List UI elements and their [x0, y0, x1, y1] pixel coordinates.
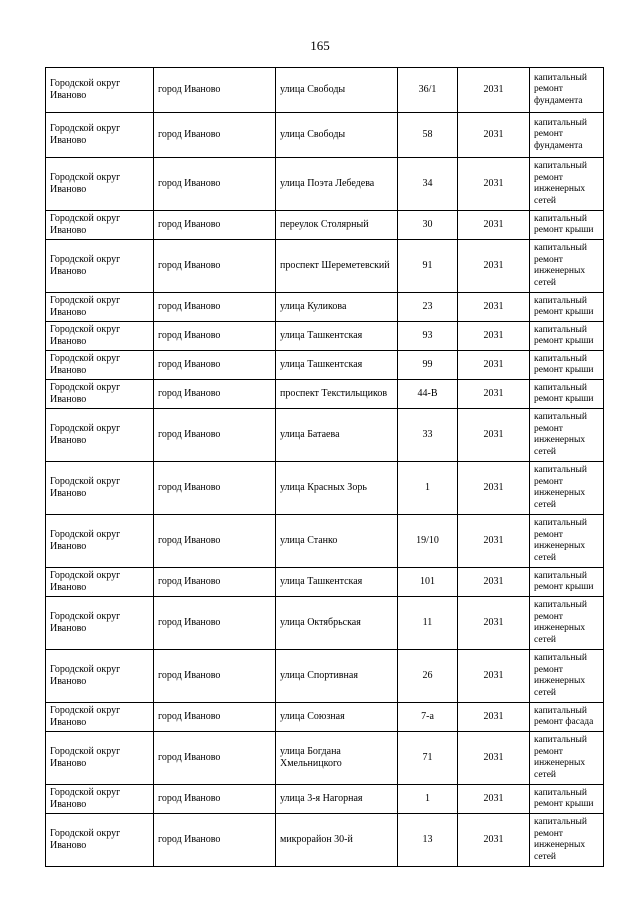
work-type-cell: капитальный ремонт инженерных сетей — [530, 240, 604, 293]
district-cell: Городской округ Иваново — [46, 732, 154, 785]
district-cell: Городской округ Иваново — [46, 293, 154, 322]
street-cell: улица Ташкентская — [276, 351, 398, 380]
work-type-cell: капитальный ремонт инженерных сетей — [530, 158, 604, 211]
table-row — [46, 158, 604, 211]
table-row — [46, 409, 604, 462]
table-row — [46, 211, 604, 240]
table-row — [46, 814, 604, 867]
house-number-cell: 19/10 — [398, 515, 458, 568]
table-row — [46, 597, 604, 650]
street-cell: улица Батаева — [276, 409, 398, 462]
district-cell: Городской округ Иваново — [46, 240, 154, 293]
work-type-cell: капитальный ремонт крыши — [530, 211, 604, 240]
year-cell: 2031 — [458, 409, 530, 462]
table-body — [46, 68, 604, 867]
city-cell: город Иваново — [154, 650, 276, 703]
house-number-cell: 36/1 — [398, 68, 458, 113]
house-number-cell: 7-а — [398, 703, 458, 732]
district-cell: Городской округ Иваново — [46, 322, 154, 351]
page-number: 165 — [310, 38, 330, 53]
house-number-cell: 1 — [398, 785, 458, 814]
district-cell: Городской округ Иваново — [46, 703, 154, 732]
city-cell: город Иваново — [154, 409, 276, 462]
year-cell: 2031 — [458, 597, 530, 650]
city-cell: город Иваново — [154, 703, 276, 732]
house-number-cell: 44-В — [398, 380, 458, 409]
capital-repair-table — [45, 67, 604, 867]
table-row — [46, 515, 604, 568]
district-cell: Городской округ Иваново — [46, 597, 154, 650]
work-type-cell: капитальный ремонт крыши — [530, 568, 604, 597]
year-cell: 2031 — [458, 785, 530, 814]
house-number-cell: 58 — [398, 113, 458, 158]
city-cell: город Иваново — [154, 380, 276, 409]
district-cell: Городской округ Иваново — [46, 158, 154, 211]
table-row — [46, 785, 604, 814]
table-row — [46, 568, 604, 597]
street-cell: улица Куликова — [276, 293, 398, 322]
work-type-cell: капитальный ремонт инженерных сетей — [530, 462, 604, 515]
year-cell: 2031 — [458, 732, 530, 785]
district-cell: Городской округ Иваново — [46, 113, 154, 158]
street-cell: улица Ташкентская — [276, 568, 398, 597]
city-cell: город Иваново — [154, 158, 276, 211]
work-type-cell: капитальный ремонт фундамента — [530, 113, 604, 158]
table-row — [46, 68, 604, 113]
work-type-cell: капитальный ремонт фасада — [530, 703, 604, 732]
work-type-cell: капитальный ремонт крыши — [530, 293, 604, 322]
house-number-cell: 99 — [398, 351, 458, 380]
work-type-cell: капитальный ремонт крыши — [530, 322, 604, 351]
house-number-cell: 34 — [398, 158, 458, 211]
work-type-cell: капитальный ремонт инженерных сетей — [530, 814, 604, 867]
table-row — [46, 240, 604, 293]
year-cell: 2031 — [458, 240, 530, 293]
district-cell: Городской округ Иваново — [46, 351, 154, 380]
city-cell: город Иваново — [154, 322, 276, 351]
street-cell: улица Ташкентская — [276, 322, 398, 351]
table-row — [46, 703, 604, 732]
city-cell: город Иваново — [154, 785, 276, 814]
district-cell: Городской округ Иваново — [46, 785, 154, 814]
house-number-cell: 93 — [398, 322, 458, 351]
district-cell: Городской округ Иваново — [46, 814, 154, 867]
house-number-cell: 101 — [398, 568, 458, 597]
district-cell: Городской округ Иваново — [46, 380, 154, 409]
year-cell: 2031 — [458, 568, 530, 597]
street-cell: улица Спортивная — [276, 650, 398, 703]
year-cell: 2031 — [458, 113, 530, 158]
house-number-cell: 11 — [398, 597, 458, 650]
table-row — [46, 650, 604, 703]
house-number-cell: 33 — [398, 409, 458, 462]
city-cell: город Иваново — [154, 462, 276, 515]
city-cell: город Иваново — [154, 293, 276, 322]
district-cell: Городской округ Иваново — [46, 409, 154, 462]
year-cell: 2031 — [458, 380, 530, 409]
city-cell: город Иваново — [154, 113, 276, 158]
table-row — [46, 293, 604, 322]
house-number-cell: 1 — [398, 462, 458, 515]
city-cell: город Иваново — [154, 568, 276, 597]
street-cell: улица Красных Зорь — [276, 462, 398, 515]
district-cell: Городской округ Иваново — [46, 515, 154, 568]
year-cell: 2031 — [458, 814, 530, 867]
house-number-cell: 26 — [398, 650, 458, 703]
street-cell: улица Свободы — [276, 113, 398, 158]
house-number-cell: 13 — [398, 814, 458, 867]
street-cell: улица Октябрьская — [276, 597, 398, 650]
table-row — [46, 322, 604, 351]
year-cell: 2031 — [458, 515, 530, 568]
table-row — [46, 351, 604, 380]
district-cell: Городской округ Иваново — [46, 462, 154, 515]
street-cell: проспект Текстильщиков — [276, 380, 398, 409]
district-cell: Городской округ Иваново — [46, 211, 154, 240]
table-row — [46, 113, 604, 158]
street-cell: улица 3-я Нагорная — [276, 785, 398, 814]
year-cell: 2031 — [458, 322, 530, 351]
street-cell: улица Свободы — [276, 68, 398, 113]
work-type-cell: капитальный ремонт инженерных сетей — [530, 597, 604, 650]
work-type-cell: капитальный ремонт крыши — [530, 380, 604, 409]
work-type-cell: капитальный ремонт инженерных сетей — [530, 409, 604, 462]
city-cell: город Иваново — [154, 814, 276, 867]
street-cell: улица Богдана Хмельницкого — [276, 732, 398, 785]
street-cell: улица Союзная — [276, 703, 398, 732]
city-cell: город Иваново — [154, 732, 276, 785]
street-cell: улица Станко — [276, 515, 398, 568]
year-cell: 2031 — [458, 211, 530, 240]
house-number-cell: 30 — [398, 211, 458, 240]
work-type-cell: капитальный ремонт фундамента — [530, 68, 604, 113]
house-number-cell: 23 — [398, 293, 458, 322]
city-cell: город Иваново — [154, 240, 276, 293]
street-cell: переулок Столярный — [276, 211, 398, 240]
city-cell: город Иваново — [154, 68, 276, 113]
district-cell: Городской округ Иваново — [46, 650, 154, 703]
year-cell: 2031 — [458, 462, 530, 515]
table-row — [46, 380, 604, 409]
street-cell: проспект Шереметевский — [276, 240, 398, 293]
house-number-cell: 91 — [398, 240, 458, 293]
house-number-cell: 71 — [398, 732, 458, 785]
city-cell: город Иваново — [154, 515, 276, 568]
district-cell: Городской округ Иваново — [46, 68, 154, 113]
work-type-cell: капитальный ремонт инженерных сетей — [530, 650, 604, 703]
work-type-cell: капитальный ремонт крыши — [530, 351, 604, 380]
table-row — [46, 732, 604, 785]
city-cell: город Иваново — [154, 351, 276, 380]
street-cell: микрорайон 30-й — [276, 814, 398, 867]
year-cell: 2031 — [458, 293, 530, 322]
city-cell: город Иваново — [154, 211, 276, 240]
year-cell: 2031 — [458, 68, 530, 113]
table-row — [46, 462, 604, 515]
year-cell: 2031 — [458, 703, 530, 732]
street-cell: улица Поэта Лебедева — [276, 158, 398, 211]
work-type-cell: капитальный ремонт инженерных сетей — [530, 732, 604, 785]
year-cell: 2031 — [458, 351, 530, 380]
year-cell: 2031 — [458, 650, 530, 703]
year-cell: 2031 — [458, 158, 530, 211]
work-type-cell: капитальный ремонт инженерных сетей — [530, 515, 604, 568]
work-type-cell: капитальный ремонт крыши — [530, 785, 604, 814]
city-cell: город Иваново — [154, 597, 276, 650]
district-cell: Городской округ Иваново — [46, 568, 154, 597]
